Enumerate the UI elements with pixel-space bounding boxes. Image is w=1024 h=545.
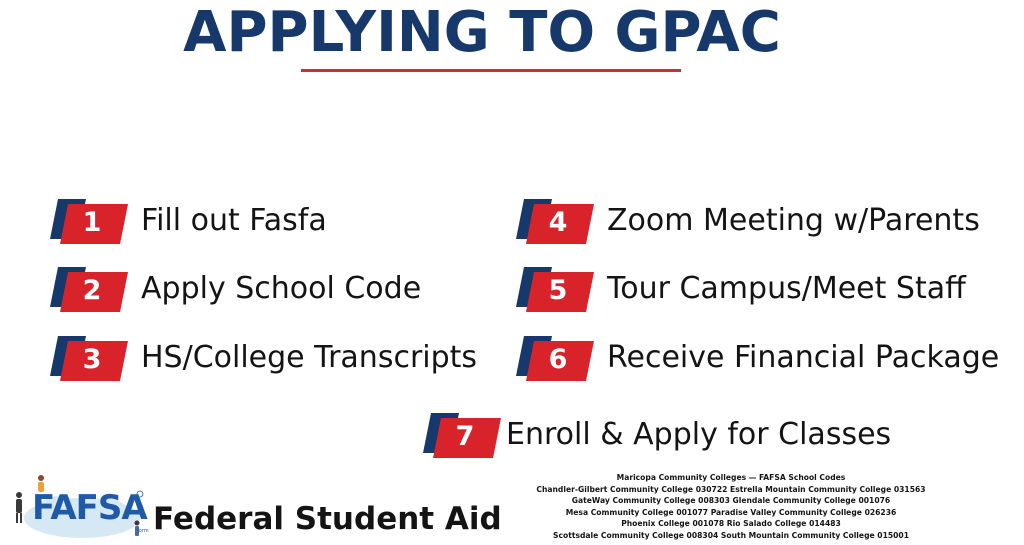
step-number: 1 (82, 207, 102, 238)
step-number: 3 (82, 344, 102, 375)
federal-student-aid-text: Federal Student Aid (153, 501, 502, 537)
step-badge (50, 336, 130, 382)
school-codes-heading: Maricopa Community Colleges — FAFSA School Codes (616, 473, 846, 482)
school-codes-line: GateWay Community College 008303 Glendale Community College 001076 (571, 496, 891, 506)
school-codes-line: Phoenix College 001078 Rio Salado College 014483 (621, 519, 841, 529)
step-label: Tour Campus/Meet Staff (607, 271, 966, 306)
step-label: Apply School Code (141, 271, 422, 306)
step-badge (50, 199, 130, 245)
fafsa-form-logo (12, 474, 152, 540)
title-underline (301, 69, 681, 72)
step-badge (50, 267, 130, 313)
page-title: APPLYING TO GPAC (183, 0, 781, 65)
step-badge (516, 199, 596, 245)
step-label: HS/College Transcripts (141, 340, 478, 375)
step-badge (516, 336, 596, 382)
step-badge (516, 267, 596, 313)
step-label: Receive Financial Package (607, 340, 1000, 375)
step-label: Fill out Fasfa (141, 203, 327, 238)
step-number: 4 (548, 207, 568, 238)
fafsa-logo-sub: form (137, 528, 149, 534)
school-codes-line: Chandler-Gilbert Community College 030722 Estrella Mountain Community College 031563 (536, 484, 926, 494)
step-number: 6 (548, 344, 568, 375)
step-label: Zoom Meeting w/Parents (607, 203, 980, 238)
fafsa-logo-text: FAFSA (32, 488, 147, 528)
fafsa-logo-graphic (12, 474, 152, 540)
school-codes-block (500, 472, 962, 542)
step-number: 2 (82, 275, 102, 306)
step-number: 7 (455, 421, 475, 452)
school-codes-line: Mesa Community College 001077 Paradise Valley Community College 026236 (565, 507, 897, 517)
step-badge (423, 413, 503, 459)
step-label: Enroll & Apply for Classes (506, 417, 892, 452)
school-codes-line: Scottsdale Community College 008304 South Mountain Community College 015001 (553, 530, 909, 540)
step-number: 5 (548, 275, 568, 306)
